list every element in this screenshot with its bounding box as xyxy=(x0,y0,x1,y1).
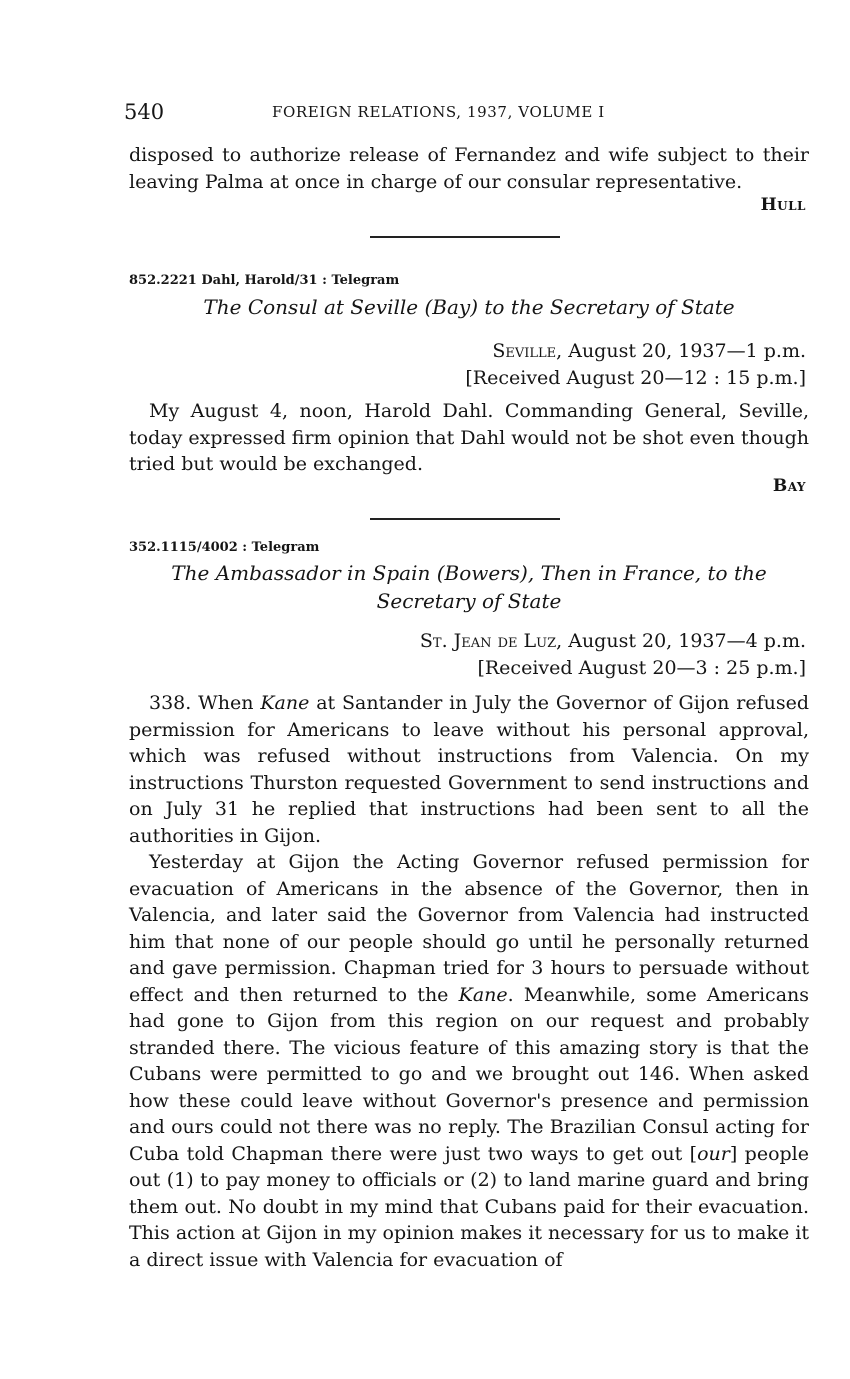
received-line: [Received August 20—3 : 25 p.m.] xyxy=(477,657,806,679)
dateline-date: , August 20, 1937—4 p.m. xyxy=(556,630,806,652)
dateline xyxy=(420,628,806,682)
dateline-place: Seville xyxy=(492,340,557,362)
file-reference: 852.2221 Dahl, Harold/31 : Telegram xyxy=(129,273,400,288)
signature-bay: Bay xyxy=(772,476,806,496)
telegram-body xyxy=(129,690,809,1273)
running-title: FOREIGN RELATIONS, 1937, VOLUME I xyxy=(272,103,605,121)
body-paragraph xyxy=(129,849,809,1273)
text-run: . Meanwhile, some Americans had gone to Gijon from this region on our request and probably stranded there. The vicious feature of this amazing story is that the Cubans were permitted to go and we brought out 146. When asked how these could leave without Governor's presence and permission and ours could not there was no reply. The Brazilian Consul acting for Cuba told Chapman there were just two ways to get out [ xyxy=(129,983,810,1165)
received-line: [Received August 20—12 : 15 p.m.] xyxy=(465,367,806,389)
document-heading: The Ambassador in Spain (Bowers), Then in France, to the Secretary of State xyxy=(171,561,767,613)
dateline-date: , August 20, 1937—1 p.m. xyxy=(556,340,806,362)
telegram-body xyxy=(129,398,809,478)
continued-paragraph: disposed to authorize release of Fernandez and wife subject to their leaving Palma at once in charge of our consular representative. xyxy=(129,144,809,193)
document-heading: The Consul at Seville (Bay) to the Secretary of State xyxy=(203,295,735,319)
body-paragraph xyxy=(129,690,809,849)
ship-name: Kane xyxy=(458,983,508,1006)
ship-name: Kane xyxy=(260,692,310,714)
editorial-insertion: our xyxy=(697,1142,730,1165)
body-paragraph: My August 4, noon, Harold Dahl. Commanding General, Seville, today expressed firm opinion that Dahl would not be shot even though tried but would be exchanged. xyxy=(129,400,809,475)
dateline-place: St. Jean de Luz xyxy=(419,630,557,652)
section-divider xyxy=(370,518,560,520)
text-run: Yesterday at Gijon the Acting Governor refused permission for evacuation of Americans in the absence of the Governor, then in Valencia, and later said the Governor from Valencia had instructed him that none of our people should go until he personally returned and gave permission. Chapman tried for 3 hours to persuade without effect and then returned to the xyxy=(129,851,809,1006)
text-run: at Santander in July the Governor of Gijon refused permission for Americans to leave without his personal approval, which was refused without instructions from Valencia. On my instructions Thurston requested Government to send instructions and on July 31 he replied that instructions had been sent to all the authorities in Gijon. xyxy=(129,692,809,847)
text-run: ] people out (1) to pay money to officials or (2) to land marine guard and bring them out. No doubt in my mind that Cubans paid for their evacuation. This action at Gijon in my opinion makes it necessary for us to make it a direct issue with Valencia for evacuation of xyxy=(129,1142,810,1271)
section-divider xyxy=(370,236,560,238)
signature-hull: Hull xyxy=(760,195,806,215)
dateline xyxy=(465,338,806,392)
continued-telegram xyxy=(129,142,809,195)
page-number: 540 xyxy=(124,100,165,124)
page-header xyxy=(124,100,814,130)
file-reference: 352.1115/4002 : Telegram xyxy=(129,540,320,555)
text-run: 338. When xyxy=(149,692,261,714)
